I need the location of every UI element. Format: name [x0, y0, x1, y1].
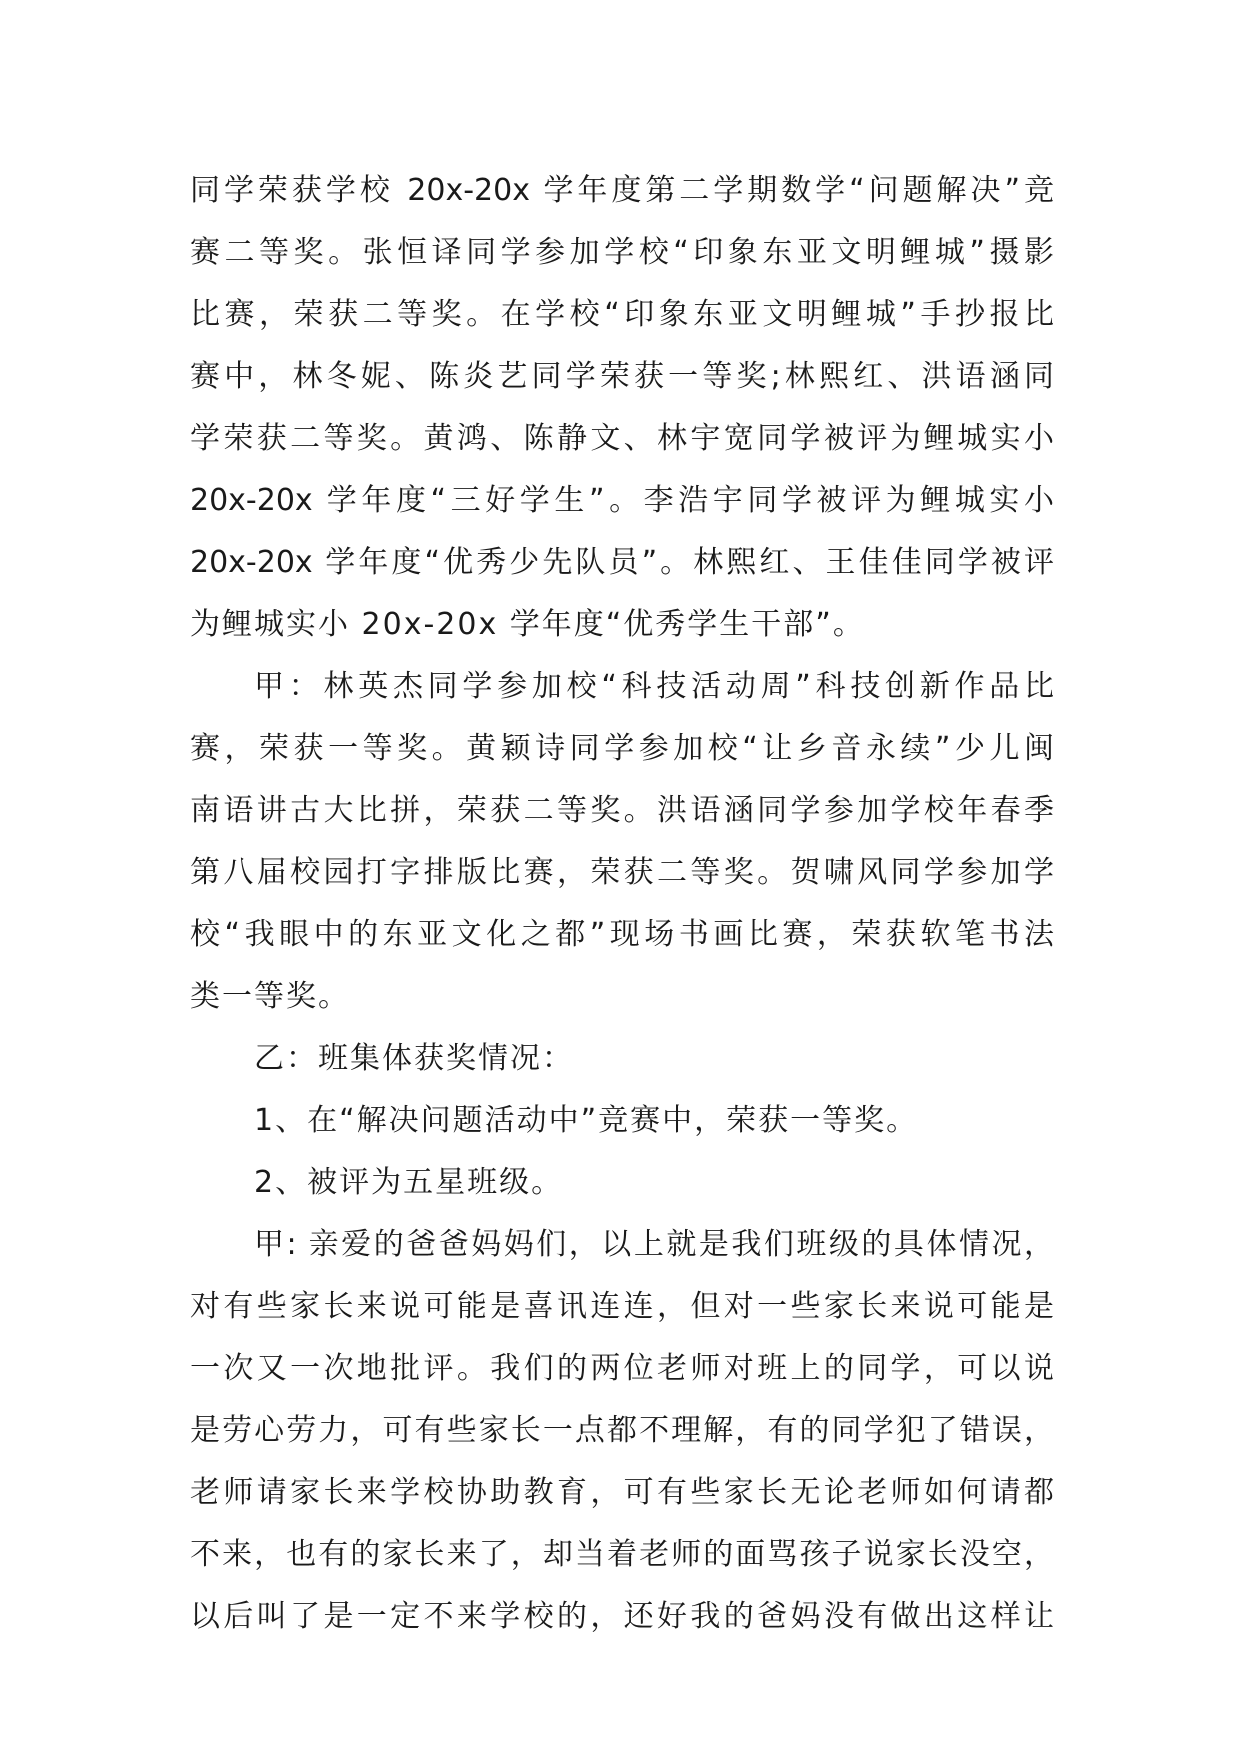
text-line: 类一等奖。: [190, 979, 350, 1014]
text-line: 为鲤城实小 20x-20x 学年度“优秀学生干部”。: [190, 607, 865, 642]
text-line: 校“我眼中的东亚文化之都”现场书画比赛，荣获软笔书法: [190, 917, 1054, 952]
text-line: 老师请家长来学校协助教育，可有些家长无论老师如何请都: [190, 1475, 1054, 1510]
text-line: 对有些家长来说可能是喜讯连连，但对一些家长来说可能是: [190, 1289, 1054, 1324]
text-line: 以后叫了是一定不来学校的，还好我的爸妈没有做出这样让: [190, 1599, 1054, 1634]
text-line: 是劳心劳力，可有些家长一点都不理解，有的同学犯了错误，: [190, 1413, 1054, 1448]
text-line: 一次又一次地批评。我们的两位老师对班上的同学，可以说: [190, 1351, 1054, 1386]
text-line: 第八届校园打字排版比赛，荣获二等奖。贺啸风同学参加学: [190, 855, 1054, 890]
text-line: 赛中，林冬妮、陈炎艺同学荣获一等奖;林熙红、洪语涵同: [190, 359, 1054, 394]
text-line: 学荣获二等奖。黄鸿、陈静文、林宇宽同学被评为鲤城实小: [190, 421, 1054, 456]
text-line: 甲：林英杰同学参加校“科技活动周”科技创新作品比: [254, 669, 1054, 704]
text-line: 乙：班集体获奖情况：: [254, 1041, 574, 1076]
text-line: 1、在“解决问题活动中”竞赛中，荣获一等奖。: [254, 1103, 919, 1138]
text-line: 20x-20x 学年度“三好学生”。李浩宇同学被评为鲤城实小: [190, 483, 1054, 518]
text-line: 赛，荣获一等奖。黄颖诗同学参加校“让乡音永续”少儿闽: [190, 731, 1054, 766]
text-line: 赛二等奖。张恒译同学参加学校“印象东亚文明鲤城”摄影: [190, 235, 1054, 270]
text-line: 20x-20x 学年度“优秀少先队员”。林熙红、王佳佳同学被评: [190, 545, 1054, 580]
text-line: 比赛，荣获二等奖。在学校“印象东亚文明鲤城”手抄报比: [190, 297, 1054, 332]
text-line: 不来，也有的家长来了，却当着老师的面骂孩子说家长没空，: [190, 1537, 1054, 1572]
text-line: 南语讲古大比拼，荣获二等奖。洪语涵同学参加学校年春季: [190, 793, 1054, 828]
text-line: 2、被评为五星班级。: [254, 1165, 564, 1200]
text-line: 甲: 亲爱的爸爸妈妈们，以上就是我们班级的具体情况，: [254, 1227, 1054, 1262]
text-line: 同学荣获学校 20x-20x 学年度第二学期数学“问题解决”竞: [190, 173, 1054, 208]
document-body: [190, 160, 1054, 1648]
